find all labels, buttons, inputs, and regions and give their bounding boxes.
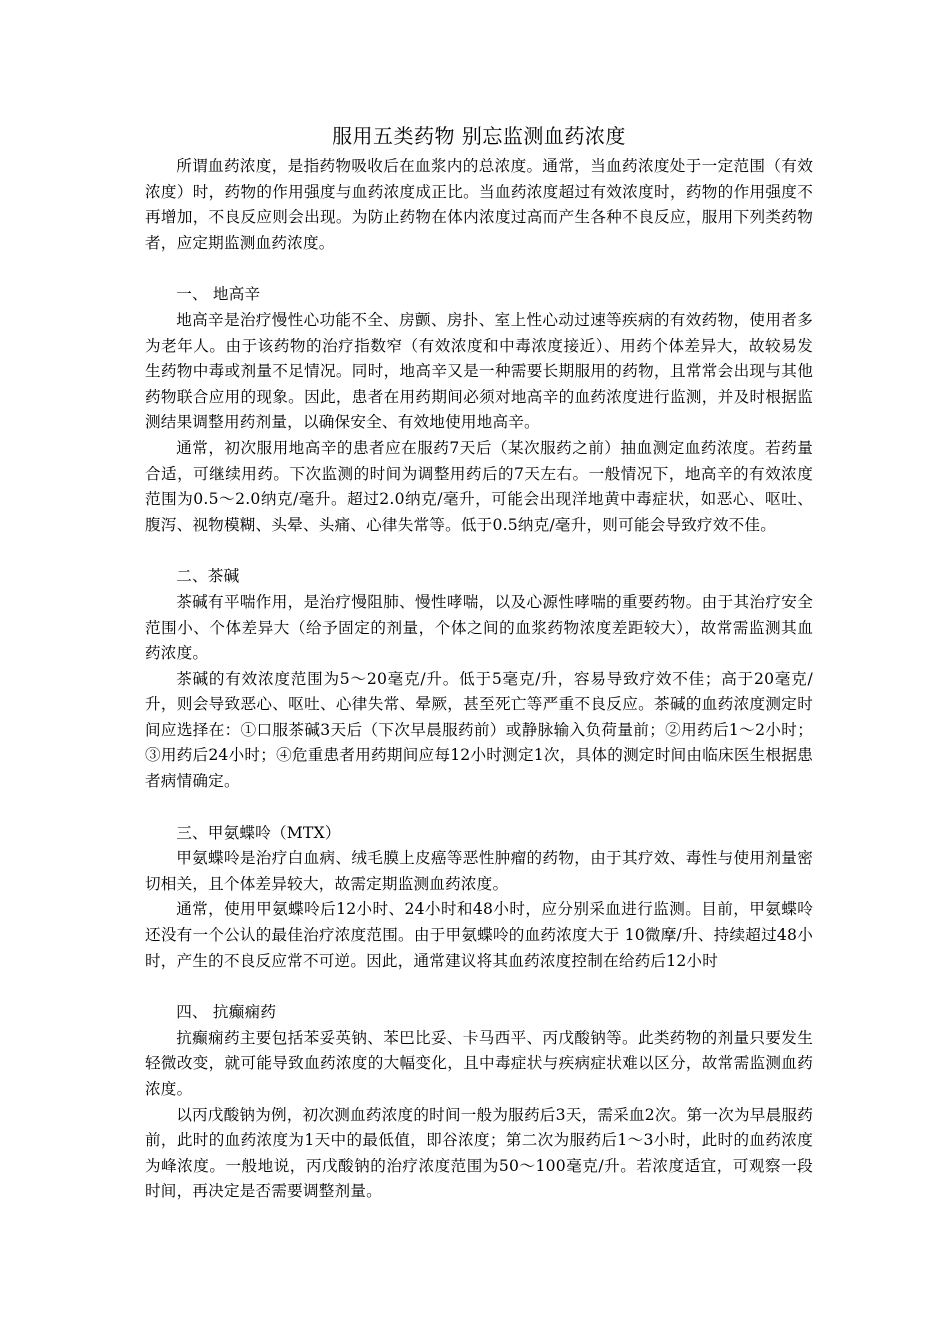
section-paragraph: 甲氨蝶呤是治疗白血病、绒毛膜上皮癌等恶性肿瘤的药物，由于其疗效、毒性与使用剂量密切相关，且个体差异较大，故需定期监测血药浓度。 [145,849,813,893]
section-theophylline [145,564,813,794]
section-paragraph: 以丙戊酸钠为例，初次测血药浓度的时间一般为服药后3天，需采血2次。第一次为早晨服药前，此时的血药浓度为1天中的最低值，即谷浓度；第二次为服药后1～3小时，此时的血药浓度为峰浓度。一般地说，丙戊酸钠的治疗浓度范围为50～100毫克/升。若浓度适宜，可观察一段时间，再决定是否需要调整剂量。 [145,1105,813,1201]
section-digoxin [145,282,813,538]
section-heading: 四、 抗癫痫药 [176,1003,277,1022]
section-paragraph: 茶碱的有效浓度范围为5～20毫克/升。低于5毫克/升，容易导致疗效不佳；高于20毫克/升，则会导致恶心、呕吐、心律失常、晕厥，甚至死亡等严重不良反应。茶碱的血药浓度测定时间应选择在：①口服茶碱3天后（下次早晨服药前）或静脉输入负荷量前；②用药后1～2小时；③用药后24小时；④危重患者用药期间应每12小时测定1次，具体的测定时间由临床医生根据患者病情确定。 [145,669,813,791]
section-paragraph: 抗癫痫药主要包括苯妥英钠、苯巴比妥、卡马西平、丙戊酸钠等。此类药物的剂量只要发生轻微改变，就可能导致血药浓度的大幅变化，且中毒症状与疾病症状难以区分，故常需监测血药浓度。 [145,1028,813,1098]
section-antiepileptics [145,1000,813,1205]
section-heading: 一、 地高辛 [176,285,261,304]
section-paragraph: 通常，使用甲氨蝶呤后12小时、24小时和48小时，应分别采血进行监测。目前，甲氨蝶呤还没有一个公认的最佳治疗浓度范围。由于甲氨蝶呤的血药浓度大于 10微摩/升、持续超过48小时，产生的不良反应常不可逆。因此，通常建议将其血药浓度控制在给药后12小时 [145,900,813,970]
section-heading: 三、甲氨蝶呤（MTX） [176,823,341,842]
section-paragraph: 地高辛是治疗慢性心功能不全、房颤、房扑、室上性心动过速等疾病的有效药物，使用者多为老年人。由于该药物的治疗指数窄（有效浓度和中毒浓度接近）、用药个体差异大，故较易发生药物中毒或剂量不足情况。同时，地高辛又是一种需要长期服用的药物，且常常会出现与其他药物联合应用的现象。因此，患者在用药期间必须对地高辛的血药浓度进行监测，并及时根据监测结果调整用药剂量，以确保安全、有效地使用地高辛。 [145,310,813,432]
section-methotrexate [145,821,813,975]
section-paragraph: 通常，初次服用地高辛的患者应在服药7天后（某次服药之前）抽血测定血药浓度。若药量合适，可继续用药。下次监测的时间为调整用药后的7天左右。一般情况下，地高辛的有效浓度范围为0.5～2.0纳克/毫升。超过2.0纳克/毫升，可能会出现洋地黄中毒症状，如恶心、呕吐、腹泻、视物模糊、头晕、头痛、心律失常等。低于0.5纳克/毫升，则可能会导致疗效不佳。 [145,438,813,534]
document-page [145,118,813,1205]
section-heading: 二、茶碱 [176,567,240,586]
section-paragraph: 茶碱有平喘作用，是治疗慢阻肺、慢性哮喘，以及心源性哮喘的重要药物。由于其治疗安全范围小、个体差异大（给予固定的剂量，个体之间的血浆药物浓度差距较大），故常需监测其血药浓度。 [145,592,813,663]
document-title: 服用五类药物 别忘监测血药浓度 [332,124,626,148]
intro-paragraph: 所谓血药浓度，是指药物吸收后在血浆内的总浓度。通常，当血药浓度处于一定范围（有效浓度）时，药物的作用强度与血药浓度成正比。当血药浓度超过有效浓度时，药物的作用强度不再增加，不良反应则会出现。为防止药物在体内浓度过高而产生各种不良反应，服用下列类药物者，应定期监测血药浓度。 [145,157,813,252]
